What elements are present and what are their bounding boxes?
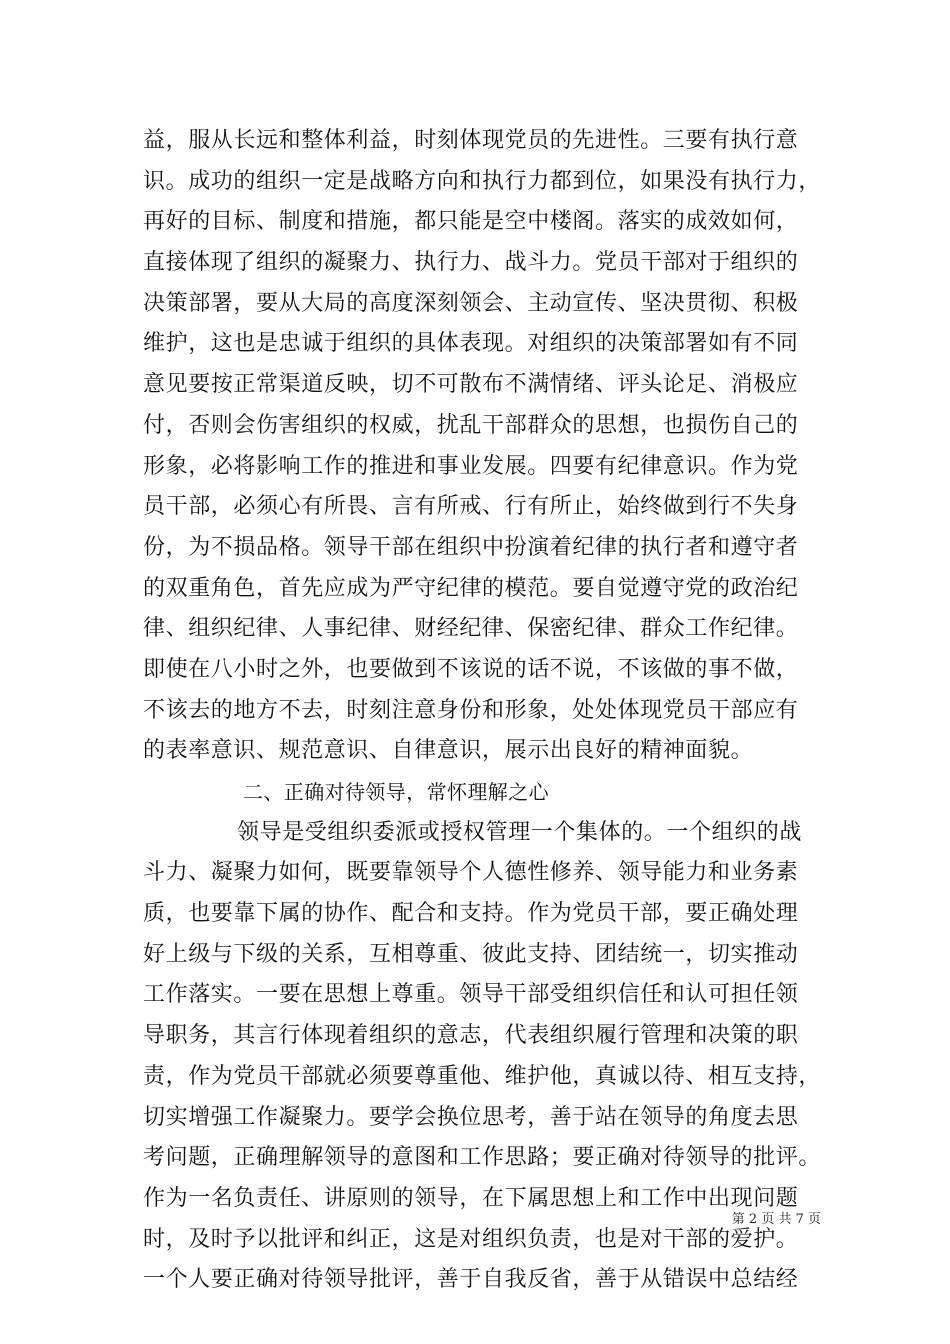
text-line: 的表率意识、规范意识、自律意识，展示出良好的精神面貌。	[143, 738, 754, 764]
text-line: 识。成功的组织一定是战略方向和执行力都到位，如果没有执行力，	[143, 168, 822, 194]
text-line: 导职务，其言行体现着组织的意志，代表组织履行管理和决策的职	[143, 1023, 799, 1049]
text-line: 不该去的地方不去，时刻注意身份和形象，处处体现党员干部应有	[143, 697, 799, 723]
text-line: 责，作为党员干部就必须要尊重他、维护他，真诚以待、相互支持，	[143, 1063, 822, 1089]
text-line: 好上级与下级的关系，互相尊重、彼此支持、团结统一，切实推动	[143, 941, 799, 967]
text-line: 形象，必将影响工作的推进和事业发展。四要有纪律意识。作为党	[143, 453, 799, 479]
text-line: 律、组织纪律、人事纪律、财经纪律、保密纪律、群众工作纪律。	[143, 616, 799, 642]
text-line: 即使在八小时之外，也要做到不该说的话不说，不该做的事不做，	[143, 656, 799, 682]
text-line: 付，否则会伤害组织的权威，扰乱干部群众的思想，也损伤自己的	[143, 412, 799, 438]
text-line: 工作落实。一要在思想上尊重。领导干部受组织信任和认可担任领	[143, 982, 799, 1008]
text-line: 直接体现了组织的凝聚力、执行力、战斗力。党员干部对于组织的	[143, 250, 799, 276]
section-heading: 二、正确对待领导，常怀理解之心	[243, 780, 549, 804]
text-line: 员干部，必须心有所畏、言有所戒、行有所止，始终做到行不失身	[143, 494, 799, 520]
text-line: 考问题，正确理解领导的意图和工作思路；要正确对待领导的批评。	[143, 1145, 822, 1171]
text-line: 再好的目标、制度和措施，都只能是空中楼阁。落实的成效如何，	[143, 209, 799, 235]
text-line: 质，也要靠下属的协作、配合和支持。作为党员干部，要正确处理	[143, 901, 799, 927]
text-line: 益，服从长远和整体利益，时刻体现党员的先进性。三要有执行意	[143, 128, 799, 153]
text-line: 作为一名负责任、讲原则的领导，在下属思想上和工作中出现问题	[143, 1185, 799, 1211]
text-line: 斗力、凝聚力如何，既要靠领导个人德性修养、领导能力和业务素	[143, 860, 799, 886]
text-line: 意见要按正常渠道反映，切不可散布不满情绪、评头论足、消极应	[143, 372, 799, 398]
page-number: 第 2 页 共 7 页	[731, 1212, 821, 1227]
text-line: 决策部署，要从大局的高度深刻领会、主动宣传、坚决贯彻、积极	[143, 290, 799, 316]
text-line: 维护，这也是忠诚于组织的具体表现。对组织的决策部署如有不同	[143, 331, 799, 357]
text-line: 时，及时予以批评和纠正，这是对组织负责，也是对干部的爱护。	[143, 1226, 799, 1252]
text-line: 切实增强工作凝聚力。要学会换位思考，善于站在领导的角度去思	[143, 1104, 799, 1130]
text-line: 的双重角色，首先应成为严守纪律的模范。要自觉遵守党的政治纪	[143, 575, 799, 601]
text-line: 份，为不损品格。领导干部在组织中扮演着纪律的执行者和遵守者	[143, 534, 799, 560]
text-line: 一个人要正确对待领导批评，善于自我反省，善于从错误中总结经	[143, 1267, 799, 1293]
paragraph-first-line: 领导是受组织委派或授权管理一个集体的。一个组织的战	[237, 819, 803, 845]
body-text	[143, 121, 823, 1301]
